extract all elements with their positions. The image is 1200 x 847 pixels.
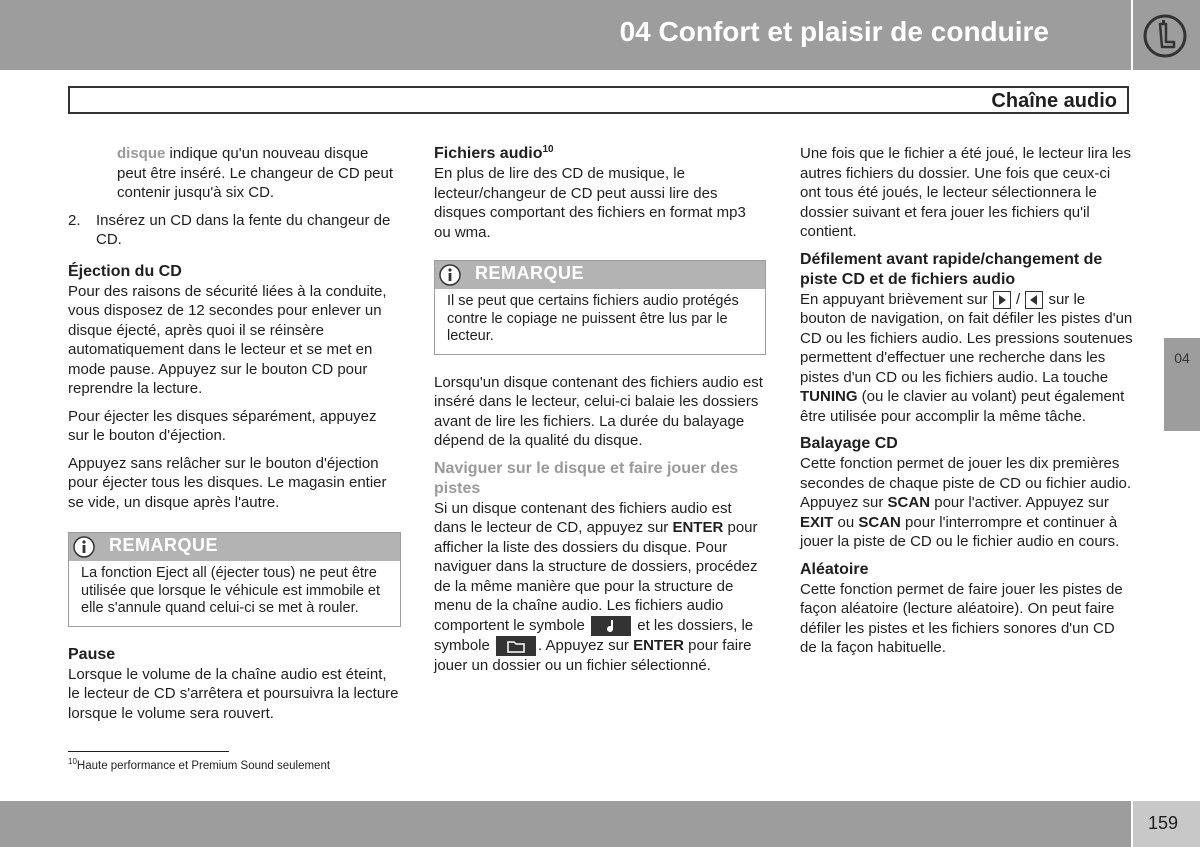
scan-term: SCAN bbox=[858, 513, 901, 531]
page-number: 159 bbox=[1147, 813, 1179, 833]
note-header bbox=[69, 533, 400, 561]
scan-paragraph bbox=[800, 454, 1133, 552]
fast-forward-heading: Défilement avant rapide/changement de piste CD et de fichiers audio bbox=[800, 250, 1103, 288]
enter-key-term: ENTER bbox=[633, 636, 684, 654]
fast-forward-paragraph bbox=[800, 290, 1133, 427]
note-box-eject bbox=[68, 532, 401, 627]
folder-icon bbox=[496, 636, 536, 656]
nav-text-4: . Appuyez sur bbox=[538, 636, 634, 654]
note-label: REMARQUE bbox=[109, 535, 219, 555]
intro-text: indique qu'un nouveau disque peut être inséré. Le changeur de CD peut contenir jusqu'à six CD. bbox=[117, 145, 394, 201]
scan-text-4: pour l'interrompre et continuer à jouer la piste de CD ou le fichier audio en cours. bbox=[800, 513, 1120, 550]
note-box-copy-protection bbox=[434, 260, 766, 355]
column-left bbox=[68, 144, 401, 731]
section-title: Chaîne audio bbox=[991, 90, 1117, 112]
exit-term: EXIT bbox=[800, 513, 834, 531]
footnote bbox=[68, 757, 330, 772]
note-text: La fonction Eject all (éjecter tous) ne peut être utilisée que lorsque le véhicule est immobile et elle s'annule quand celui-ci se met à rouler. bbox=[81, 565, 381, 616]
ff-text-2: sur le bouton de navigation, on fait défiler les pistes d'un CD ou les fichiers audio. Les pressions soutenues permettent d'effectuer une recherche dans les pistes d'un CD ou les fichiers audio. La touche bbox=[800, 290, 1133, 386]
nav-text-3: et les dossiers, le symbole bbox=[434, 616, 754, 654]
page-number-box bbox=[1133, 801, 1200, 847]
audio-files-paragraph: En plus de lire des CD de musique, le lecteur/changeur de CD peut aussi lire des disques comportant des fichiers en format mp3 ou wma. bbox=[434, 165, 746, 241]
play-order-paragraph: Une fois que le fichier a été joué, le lecteur lira les autres fichiers du dossier. Une fois que ceux-ci ont tous été joués, le lecteur sélectionnera le dossier suivant et fera jouer les fichiers qu'il contient. bbox=[800, 145, 1132, 240]
header-icon-box bbox=[1133, 0, 1200, 70]
column-middle bbox=[434, 144, 766, 683]
header-band bbox=[0, 0, 1131, 70]
music-note-icon bbox=[591, 616, 631, 636]
footer-band bbox=[0, 801, 1131, 847]
section-header bbox=[68, 86, 1129, 114]
pause-heading: Pause bbox=[68, 645, 116, 663]
nav-text-5: pour faire jouer un dossier ou un fichier sélectionné. bbox=[434, 636, 752, 674]
intro-paragraph bbox=[68, 144, 401, 203]
scan-text-2: pour l'activer. Appuyez sur bbox=[930, 494, 1109, 511]
next-track-icon bbox=[993, 291, 1011, 309]
previous-track-icon bbox=[1025, 291, 1043, 309]
random-heading: Aléatoire bbox=[800, 560, 869, 578]
navigate-heading: Naviguer sur le disque et faire jouer des pistes bbox=[434, 459, 739, 497]
audio-files-heading-text: Fichiers audio bbox=[434, 145, 543, 162]
eject-paragraph-1: Pour des raisons de sécurité liées à la conduite, vous disposez de 12 secondes pour enlever un disque éjecté, après quoi il se réinsère automatiquement dans le lecteur et se met en mode pause. Appuyez sur le bouton CD pour reprendre la lecture. bbox=[68, 282, 387, 397]
footnote-text: Haute performance et Premium Sound seulement bbox=[76, 759, 331, 772]
scan-term: SCAN bbox=[887, 494, 931, 511]
note-header bbox=[435, 261, 765, 289]
step-number: 2. bbox=[68, 211, 81, 229]
ff-slash: / bbox=[1011, 290, 1025, 308]
note-text: Il se peut que certains fichiers audio protégés contre le copiage ne puissent être lus par le lecteur. bbox=[447, 293, 739, 344]
scan-text-3: ou bbox=[833, 513, 859, 531]
eject-heading: Éjection du CD bbox=[68, 262, 182, 280]
column-right bbox=[800, 144, 1133, 666]
ff-text-1: En appuyant brièvement sur bbox=[800, 290, 992, 308]
enter-key-term: ENTER bbox=[672, 519, 724, 536]
chapter-side-tab bbox=[1164, 338, 1200, 431]
footnote-number: 10 bbox=[68, 757, 77, 766]
ff-text-3: (ou le clavier au volant) peut également être utilisée pour accomplir la même tâche. bbox=[800, 388, 1125, 425]
disque-term: disque bbox=[117, 145, 166, 162]
tuning-term: TUNING bbox=[800, 388, 858, 405]
eject-paragraph-3: Appuyez sans relâcher sur le bouton d'éjection pour éjecter tous les disques. Le magasin entier se vide, un disque après l'autre. bbox=[68, 454, 387, 511]
audio-files-heading bbox=[434, 144, 766, 164]
footnote-ref: 10 bbox=[542, 144, 554, 155]
nav-text-2: pour afficher la liste des dossiers du disque. Pour naviguer dans la structure de dossiers, procédez de la même manière que pour la structure de menu de la chaîne audio. Les fichiers audio comportent le symbole bbox=[434, 519, 758, 634]
pause-paragraph: Lorsque le volume de la chaîne audio est éteint, le lecteur de CD s'arrêtera et poursuivra la lecture lorsque le volume sera rouvert. bbox=[68, 665, 399, 722]
random-paragraph: Cette fonction permet de faire jouer les pistes de façon aléatoire (lecture aléatoire). On peut faire défiler les pistes et les fichiers sonores d'un CD de la façon habituelle. bbox=[800, 580, 1123, 656]
note-label: REMARQUE bbox=[475, 263, 585, 283]
chapter-title: 04 Confort et plaisir de conduire bbox=[619, 16, 1049, 47]
seat-icon bbox=[1143, 14, 1187, 58]
scan-heading: Balayage CD bbox=[800, 435, 898, 452]
step-2 bbox=[68, 211, 401, 250]
navigate-paragraph bbox=[434, 499, 766, 676]
nav-text-1: Si un disque contenant des fichiers audio est dans le lecteur de CD, appuyez sur bbox=[434, 499, 732, 536]
info-icon bbox=[439, 264, 461, 286]
chapter-tab-label: 04 bbox=[1174, 350, 1190, 366]
step-text: Insérez un CD dans la fente du changeur de CD. bbox=[96, 211, 391, 248]
footnote-divider bbox=[68, 751, 229, 752]
eject-paragraph-2: Pour éjecter les disques séparément, appuyez sur le bouton d'éjection. bbox=[68, 407, 377, 444]
info-icon bbox=[73, 536, 95, 558]
scan-text-1: Cette fonction permet de jouer les dix premières secondes de chaque piste de CD ou fichier audio. Appuyez sur bbox=[800, 455, 1132, 511]
scan-folders-paragraph: Lorsqu'un disque contenant des fichiers audio est inséré dans le lecteur, celui-ci balaie les dossiers avant de lire les fichiers. La durée du balayage dépend de la qualité du disque. bbox=[434, 373, 763, 449]
